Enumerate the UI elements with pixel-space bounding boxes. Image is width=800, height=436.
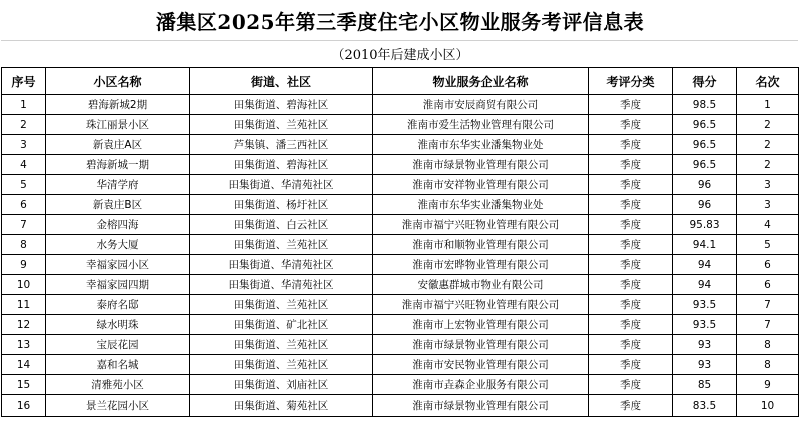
- cell-community: 清雅苑小区: [46, 375, 190, 395]
- cell-rank: 3: [737, 175, 799, 195]
- cell-company: 淮南市东华实业潘集物业处: [373, 135, 589, 155]
- table-row: [2, 235, 799, 255]
- cell-score: 96.5: [673, 155, 737, 175]
- table-row: [2, 215, 799, 235]
- cell-rank: 7: [737, 295, 799, 315]
- cell-street: 芦集镇、潘三西社区: [190, 135, 373, 155]
- cell-index: 1: [2, 95, 46, 115]
- cell-category: 季度: [589, 255, 673, 275]
- cell-score: 94.1: [673, 235, 737, 255]
- cell-street: 田集街道、白云社区: [190, 215, 373, 235]
- cell-street: 田集街道、兰苑社区: [190, 335, 373, 355]
- cell-category: 季度: [589, 115, 673, 135]
- cell-company: 淮南市福宁兴旺物业管理有限公司: [373, 215, 589, 235]
- cell-score: 83.5: [673, 395, 737, 417]
- cell-index: 10: [2, 275, 46, 295]
- cell-score: 96: [673, 195, 737, 215]
- cell-street: 田集街道、矿北社区: [190, 315, 373, 335]
- cell-rank: 3: [737, 195, 799, 215]
- cell-category: 季度: [589, 355, 673, 375]
- cell-score: 94: [673, 275, 737, 295]
- cell-street: 田集街道、杨圩社区: [190, 195, 373, 215]
- cell-company: 淮南市安辰商贸有限公司: [373, 95, 589, 115]
- cell-score: 94: [673, 255, 737, 275]
- cell-category: 季度: [589, 375, 673, 395]
- cell-index: 7: [2, 215, 46, 235]
- cell-community: 新袁庄B区: [46, 195, 190, 215]
- cell-community: 水务大厦: [46, 235, 190, 255]
- cell-index: 11: [2, 295, 46, 315]
- table-row: [2, 175, 799, 195]
- table-row: [2, 115, 799, 135]
- cell-company: 淮南市绿景物业管理有限公司: [373, 395, 589, 417]
- cell-community: 珠江丽景小区: [46, 115, 190, 135]
- header-index: 序号: [2, 68, 46, 95]
- cell-company: 淮南市绿景物业管理有限公司: [373, 155, 589, 175]
- cell-index: 6: [2, 195, 46, 215]
- cell-rank: 5: [737, 235, 799, 255]
- cell-rank: 8: [737, 335, 799, 355]
- cell-community: 金榕四海: [46, 215, 190, 235]
- cell-street: 田集街道、兰苑社区: [190, 235, 373, 255]
- cell-company: 淮南市上宏物业管理有限公司: [373, 315, 589, 335]
- cell-index: 5: [2, 175, 46, 195]
- cell-index: 14: [2, 355, 46, 375]
- header-row: [2, 68, 799, 95]
- cell-category: 季度: [589, 155, 673, 175]
- cell-index: 15: [2, 375, 46, 395]
- cell-company: 淮南市垚森企业服务有限公司: [373, 375, 589, 395]
- cell-score: 98.5: [673, 95, 737, 115]
- cell-index: 2: [2, 115, 46, 135]
- table-row: [2, 255, 799, 275]
- cell-company: 淮南市爱生活物业管理有限公司: [373, 115, 589, 135]
- cell-rank: 10: [737, 395, 799, 417]
- cell-rank: 1: [737, 95, 799, 115]
- cell-category: 季度: [589, 295, 673, 315]
- cell-category: 季度: [589, 395, 673, 417]
- cell-rank: 8: [737, 355, 799, 375]
- page-title: 潘集区2025年第三季度住宅小区物业服务考评信息表: [155, 9, 645, 34]
- table-row: [2, 95, 799, 115]
- table-row: [2, 355, 799, 375]
- cell-community: 宝辰花园: [46, 335, 190, 355]
- table-row: [2, 135, 799, 155]
- cell-community: 华清学府: [46, 175, 190, 195]
- page-subtitle: （2010年后建成小区）: [331, 48, 469, 63]
- cell-community: 嘉和名城: [46, 355, 190, 375]
- table-row: [2, 275, 799, 295]
- cell-community: 绿水明珠: [46, 315, 190, 335]
- cell-rank: 2: [737, 155, 799, 175]
- table-body: [2, 95, 799, 417]
- cell-score: 85: [673, 375, 737, 395]
- cell-company: 淮南市安民物业管理有限公司: [373, 355, 589, 375]
- cell-score: 96: [673, 175, 737, 195]
- cell-street: 田集街道、兰苑社区: [190, 115, 373, 135]
- table-row: [2, 335, 799, 355]
- cell-index: 8: [2, 235, 46, 255]
- evaluation-table: [1, 67, 799, 417]
- cell-index: 4: [2, 155, 46, 175]
- cell-street: 田集街道、兰苑社区: [190, 355, 373, 375]
- cell-index: 12: [2, 315, 46, 335]
- cell-community: 幸福家园四期: [46, 275, 190, 295]
- cell-rank: 4: [737, 215, 799, 235]
- table-row: [2, 195, 799, 215]
- cell-company: 淮南市安祥物业管理有限公司: [373, 175, 589, 195]
- cell-rank: 7: [737, 315, 799, 335]
- cell-street: 田集街道、华清苑社区: [190, 275, 373, 295]
- cell-community: 新袁庄A区: [46, 135, 190, 155]
- cell-rank: 2: [737, 115, 799, 135]
- cell-street: 田集街道、兰苑社区: [190, 295, 373, 315]
- cell-category: 季度: [589, 215, 673, 235]
- cell-category: 季度: [589, 175, 673, 195]
- cell-score: 93: [673, 355, 737, 375]
- cell-community: 碧海新城一期: [46, 155, 190, 175]
- cell-community: 幸福家园小区: [46, 255, 190, 275]
- header-category: 考评分类: [589, 68, 673, 95]
- cell-street: 田集街道、刘庙社区: [190, 375, 373, 395]
- cell-street: 田集街道、华清苑社区: [190, 255, 373, 275]
- cell-street: 田集街道、华清苑社区: [190, 175, 373, 195]
- cell-company: 淮南市东华实业潘集物业处: [373, 195, 589, 215]
- header-company: 物业服务企业名称: [373, 68, 589, 95]
- cell-category: 季度: [589, 335, 673, 355]
- header-score: 得分: [673, 68, 737, 95]
- cell-rank: 6: [737, 255, 799, 275]
- cell-community: 泰府名邸: [46, 295, 190, 315]
- header-street: 街道、社区: [190, 68, 373, 95]
- header-community: 小区名称: [46, 68, 190, 95]
- cell-company: 淮南市绿景物业管理有限公司: [373, 335, 589, 355]
- cell-community: 景兰花园小区: [46, 395, 190, 417]
- cell-index: 16: [2, 395, 46, 417]
- table-row: [2, 155, 799, 175]
- table-row: [2, 315, 799, 335]
- cell-company: 淮南市福宁兴旺物业管理有限公司: [373, 295, 589, 315]
- cell-category: 季度: [589, 135, 673, 155]
- cell-company: 淮南市和顺物业管理有限公司: [373, 235, 589, 255]
- cell-category: 季度: [589, 95, 673, 115]
- cell-score: 96.5: [673, 115, 737, 135]
- cell-score: 93.5: [673, 295, 737, 315]
- cell-company: 淮南市宏晔物业管理有限公司: [373, 255, 589, 275]
- cell-category: 季度: [589, 275, 673, 295]
- cell-index: 3: [2, 135, 46, 155]
- cell-rank: 9: [737, 375, 799, 395]
- cell-company: 安徽惠群城市物业有限公司: [373, 275, 589, 295]
- cell-rank: 6: [737, 275, 799, 295]
- cell-category: 季度: [589, 315, 673, 335]
- cell-index: 9: [2, 255, 46, 275]
- cell-index: 13: [2, 335, 46, 355]
- cell-score: 93.5: [673, 315, 737, 335]
- cell-score: 93: [673, 335, 737, 355]
- cell-street: 田集街道、菊苑社区: [190, 395, 373, 417]
- table-row: [2, 295, 799, 315]
- cell-category: 季度: [589, 235, 673, 255]
- cell-community: 碧海新城2期: [46, 95, 190, 115]
- cell-category: 季度: [589, 195, 673, 215]
- header-rank: 名次: [737, 68, 799, 95]
- cell-score: 96.5: [673, 135, 737, 155]
- table-row: [2, 375, 799, 395]
- cell-rank: 2: [737, 135, 799, 155]
- cell-street: 田集街道、碧海社区: [190, 155, 373, 175]
- cell-score: 95.83: [673, 215, 737, 235]
- table-row: [2, 395, 799, 417]
- cell-street: 田集街道、碧海社区: [190, 95, 373, 115]
